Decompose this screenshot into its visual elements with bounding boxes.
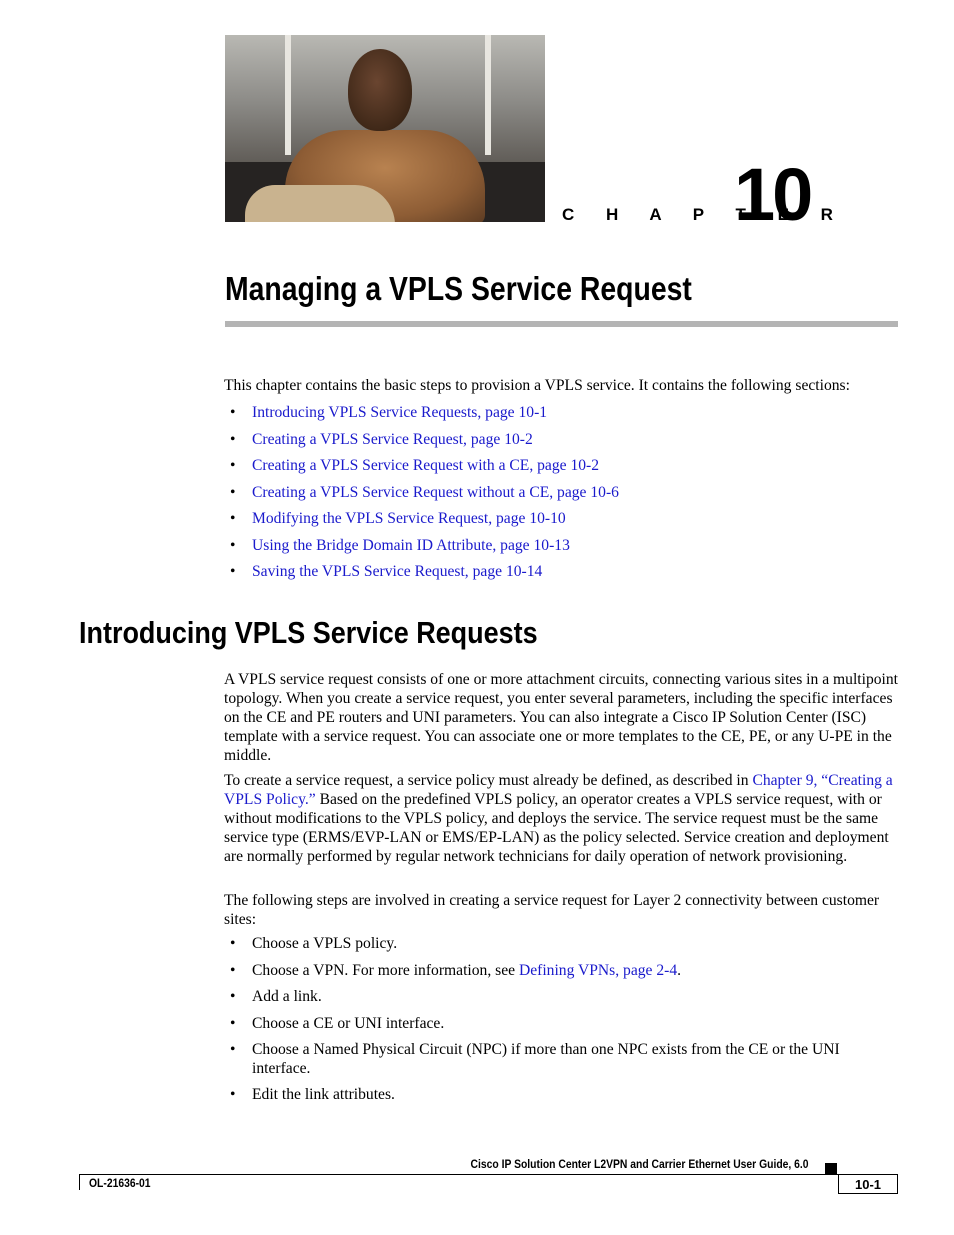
list-item: • Edit the link attributes. — [230, 1086, 395, 1103]
toc-link[interactable]: Using the Bridge Domain ID Attribute, page 10-13 — [252, 536, 570, 554]
toc-link[interactable]: Creating a VPLS Service Request, page 10-2 — [252, 430, 533, 448]
list-item: • Add a link. — [230, 988, 322, 1005]
list-item: • Choose a VPLS policy. — [230, 935, 398, 952]
chapter-label: C H A P T E R — [562, 205, 847, 224]
defining-vpns-link[interactable]: Defining VPNs, page 2-4 — [518, 961, 678, 979]
list-item: • Choose a CE or UNI interface. — [230, 1014, 445, 1032]
footer-doc-number: OL-21636-01 — [89, 1178, 151, 1190]
list-item: • Using the Bridge Domain ID Attribute, page 10-13 — [230, 536, 570, 554]
section-paragraph-3: The following steps are involved in creating a service request for Layer 2 connectivity between customer sites: — [224, 892, 880, 928]
chapter-title: Managing a VPLS Service Request — [225, 270, 692, 307]
chapter-number: 10 — [734, 153, 811, 236]
list-item: • Creating a VPLS Service Request, page 10-2 — [230, 430, 533, 448]
footer-tick — [79, 1174, 80, 1190]
section-list — [224, 404, 619, 590]
toc-link[interactable]: Saving the VPLS Service Request, page 10-14 — [252, 563, 543, 580]
list-item: • Choose a VPN. For more information, see Defining VPNs, page 2-4. — [230, 961, 682, 979]
footer-rule — [79, 1174, 839, 1175]
toc-link[interactable]: Creating a VPLS Service Request without a CE, page 10-6 — [252, 483, 619, 501]
chapter-9-link[interactable]: Chapter 9, “Creating a VPLS Policy.” — [224, 772, 893, 808]
list-item: • Modifying the VPLS Service Request, page 10-10 — [230, 510, 566, 527]
section-paragraph-1: A VPLS service request consists of one or more attachment circuits, connecting various sites in a multipoint topology. When you create a service request, you enter several parameters, including the specific interfaces on the CE and PE routers and UNI parameters. You can also integrate a Cisco IP Solution Center (ISC) template with a service request. You can associate one or more templates to the CE, PE, or any U-PE in the middle. — [224, 671, 899, 764]
list-item: • Introducing VPLS Service Requests, page 10-1 — [230, 404, 548, 421]
toc-link[interactable]: Modifying the VPLS Service Request, page 10-10 — [252, 510, 566, 527]
title-divider — [225, 321, 898, 327]
list-item: • Choose a Named Physical Circuit (NPC) if more than one NPC exists from the CE or the UNI interface. — [230, 1041, 840, 1077]
intro-paragraph: This chapter contains the basic steps to provision a VPLS service. It contains the following sections: — [224, 377, 850, 394]
section-heading: Introducing VPLS Service Requests — [79, 615, 538, 650]
list-item: • Saving the VPLS Service Request, page 10-14 — [230, 563, 543, 580]
steps-list — [224, 935, 898, 1113]
list-item: • Creating a VPLS Service Request with a CE, page 10-2 — [230, 457, 600, 474]
page-number: 10-1 — [838, 1174, 898, 1194]
chapter-photo — [225, 35, 545, 222]
list-item: • Creating a VPLS Service Request without a CE, page 10-6 — [230, 483, 619, 501]
footer-guide-title: Cisco IP Solution Center L2VPN and Carrier Ethernet User Guide, 6.0 — [470, 1159, 809, 1171]
toc-link[interactable]: Introducing VPLS Service Requests, page 10-1 — [252, 404, 548, 421]
section-paragraph-2: To create a service request, a service policy must already be defined, as described in Chapter 9, “Creating a VPLS Policy.” Based on the predefined VPLS policy, an operator creates a VPLS service request, with or without modifications to the VPLS policy, and deploys the service. The service request must be the same service type (ERMS/EVP-LAN or EMS/EP-LAN) as the policy selected. Service creation and deployment are normally performed by regular network technicians for daily operation of network provisioning. — [224, 772, 893, 865]
toc-link[interactable]: Creating a VPLS Service Request with a CE, page 10-2 — [252, 457, 600, 474]
